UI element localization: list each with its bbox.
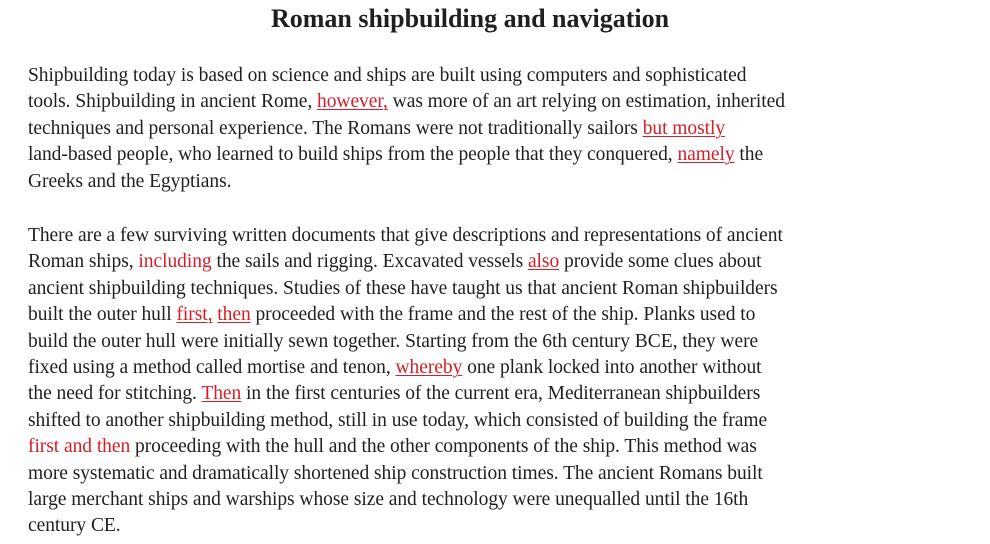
highlighted-connector: whereby	[395, 357, 463, 379]
text-segment: shifted to another shipbuilding method, still in use today, which consisted of building the frame	[28, 409, 768, 431]
text-segment: ancient shipbuilding techniques. Studies of these have taught us that ancient Roman shipbuilders	[28, 277, 778, 299]
text-line	[28, 329, 938, 355]
text-segment: land-based people, who learned to build ships from the people that they conquered,	[28, 144, 678, 166]
paragraph-1	[28, 63, 938, 195]
text-segment: provide some clues about	[559, 251, 762, 273]
text-line	[28, 89, 938, 115]
text-segment: Greeks and the Egyptians.	[28, 170, 232, 192]
text-segment: Roman ships,	[28, 251, 139, 273]
text-segment: build the outer hull were initially sewn together. Starting from the 6th century BCE, they were	[28, 330, 759, 352]
text-segment: techniques and personal experience. The Romans were not traditionally sailors	[28, 117, 643, 139]
highlighted-connector: first,	[176, 304, 213, 326]
highlighted-connector: namely	[677, 144, 735, 166]
text-line	[28, 116, 938, 142]
highlighted-connector: but mostly	[642, 117, 726, 139]
highlighted-connector: including	[138, 251, 212, 273]
text-line	[28, 355, 938, 381]
text-segment: in the first centuries of the current era, Mediterranean shipbuilders	[241, 383, 761, 405]
text-line	[28, 249, 938, 275]
text-segment: fixed using a method called mortise and tenon,	[28, 357, 396, 379]
highlighted-connector: Then	[201, 383, 242, 405]
text-line	[28, 142, 938, 168]
text-segment: proceeded with the frame and the rest of the ship. Planks used to	[250, 304, 756, 326]
text-line	[28, 276, 938, 302]
text-segment: built the outer hull	[28, 304, 177, 326]
text-segment: more systematic and dramatically shortened ship construction times. The ancient Romans built	[28, 462, 763, 484]
text-segment: There are a few surviving written documents that give descriptions and representations of ancient	[28, 225, 783, 246]
text-line	[28, 461, 938, 487]
text-line	[28, 434, 938, 460]
paragraph-2	[28, 223, 938, 540]
text-line	[28, 513, 938, 539]
text-line	[28, 381, 938, 407]
text-segment: the	[734, 144, 764, 166]
text-line	[28, 487, 938, 513]
text-segment: large merchant ships and warships whose size and technology were unequalled until the 16th	[28, 489, 749, 511]
highlighted-connector: first and then	[28, 436, 131, 458]
text-segment: century CE.	[28, 515, 121, 537]
text-line	[28, 63, 938, 89]
text-segment: the need for stitching.	[28, 383, 202, 405]
text-segment: proceeding with the hull and the other components of the ship. This method was	[130, 436, 757, 458]
text-segment: was more of an art relying on estimation, inherited	[387, 91, 785, 113]
highlighted-connector: however,	[317, 91, 388, 113]
text-segment: tools. Shipbuilding in ancient Rome,	[28, 91, 318, 113]
text-line	[28, 408, 938, 434]
text-segment: the sails and rigging. Excavated vessels	[211, 251, 528, 273]
text-line	[28, 302, 938, 328]
text-line	[28, 169, 938, 195]
highlighted-connector: then	[217, 304, 251, 326]
highlighted-connector: also	[527, 251, 560, 273]
text-segment: Shipbuilding today is based on science and ships are built using computers and sophisticated	[28, 65, 747, 86]
document-title: Roman shipbuilding and navigation	[270, 4, 670, 33]
text-segment: one plank locked into another without	[462, 357, 762, 379]
text-line	[28, 223, 938, 249]
